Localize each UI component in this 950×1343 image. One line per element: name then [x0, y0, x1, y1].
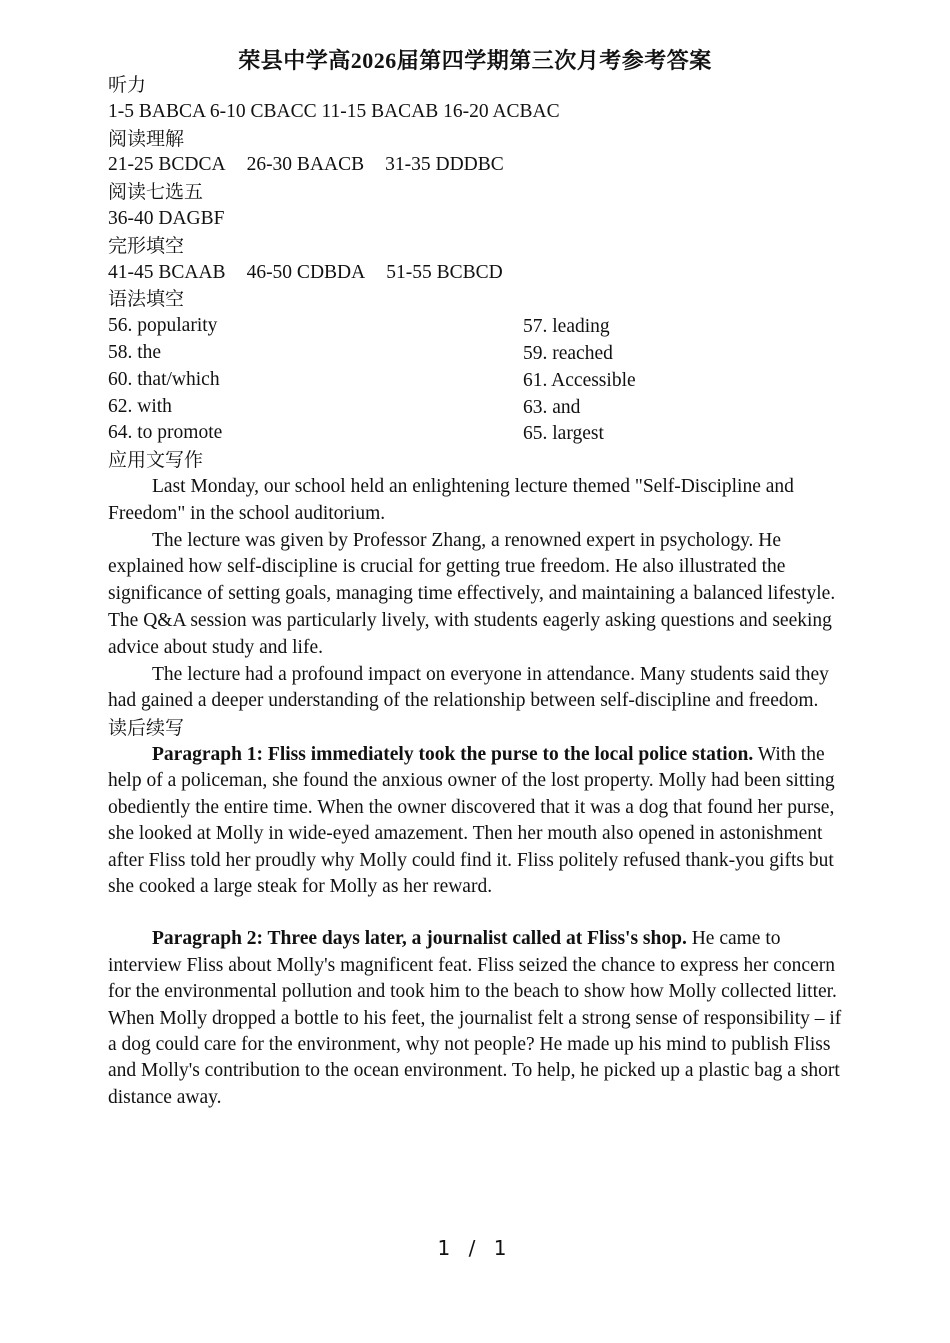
grammar-answer: 64. to promote	[108, 422, 223, 444]
paragraph-1-lead: Paragraph 1: Fliss immediately took the purse to the local police station.	[152, 743, 754, 765]
listening-answers: 1-5 BABCA 6-10 CBACC 11-15 BACAB 16-20 ACBAC	[108, 100, 560, 122]
seven-five-answers: 36-40 DAGBF	[108, 207, 225, 229]
answer-key-content	[108, 72, 843, 1111]
reading-answers	[108, 152, 843, 179]
continuation-writing-heading: 读后续写	[108, 717, 185, 740]
reading-heading: 阅读理解	[108, 127, 185, 150]
reading-group: 31-35 DDDBC	[385, 154, 504, 176]
page-title: 荣县中学高2026届第四学期第三次月考参考答案	[238, 48, 712, 73]
paragraph-1-body: With the help of a policeman, she found the anxious owner of the lost property. Molly had been sitting obediently the entire time. When the owner discovered that it was a dog that found her purse, she looked at Molly in wide-eyed amazement. Then her mouth also opened in astonishment after Fliss told her proudly why Molly could find it. Fliss politely refused thank-you gifts but she cooked a large steak for Molly as her reward.	[108, 743, 835, 897]
paragraph-2-lead: Paragraph 2: Three days later, a journalist called at Fliss's shop.	[152, 928, 687, 950]
cloze-group: 46-50 CDBDA	[246, 261, 366, 283]
grammar-heading: 语法填空	[108, 288, 185, 311]
practical-writing-heading: 应用文写作	[108, 449, 204, 472]
paragraph-2-body: He came to interview Fliss about Molly's magnificent feat. Fliss seized the chance to express her concern for the environmental pollution and took him to the beach to show how Molly collected litter. When Molly dropped a bottle to his feet, the journalist felt a strong sense of responsibility – if a dog could care for the environment, why not people? He made up his mind to publish Fliss and Molly's contribution to the ocean environment. To help, he picked up a plastic bag a short distance away.	[108, 928, 842, 1108]
seven-five-heading: 阅读七选五	[108, 181, 204, 204]
cloze-answers	[108, 260, 843, 287]
grammar-answer: 56. popularity	[108, 315, 218, 337]
cloze-group: 51-55 BCBCD	[386, 261, 503, 283]
grammar-answer: 57. leading	[523, 316, 610, 338]
grammar-answer: 60. that/which	[108, 368, 220, 390]
page-number: 1 / 1	[437, 1236, 513, 1260]
paragraph-spacer	[108, 900, 843, 926]
continuation-paragraph-1	[108, 742, 843, 900]
cloze-group: 41-45 BCAAB	[108, 261, 226, 283]
grammar-answer: 59. reached	[523, 342, 613, 364]
grammar-answer: 63. and	[523, 396, 581, 418]
grammar-answer: 61. Accessible	[523, 369, 636, 391]
listening-heading: 听力	[108, 74, 147, 96]
continuation-paragraph-2	[108, 926, 843, 1111]
reading-group: 26-30 BAACB	[246, 154, 365, 176]
practical-writing-paragraph: The lecture was given by Professor Zhang, a renowned expert in psychology. He explained how self-discipline is crucial for getting true freedom. He also illustrated the significance of setting goals, managing time effectively, and maintaining a balanced lifestyle. The Q&A session was particularly lively, with students eagerly asking questions and seeking advice about study and life.	[108, 529, 836, 658]
grammar-answer: 62. with	[108, 395, 172, 417]
reading-group: 21-25 BCDCA	[108, 154, 226, 176]
grammar-answers	[108, 313, 843, 447]
practical-writing-paragraph: The lecture had a profound impact on everyone in attendance. Many students said they had gained a deeper understanding of the relationship between self-discipline and freedom.	[108, 663, 829, 712]
grammar-answer: 65. largest	[523, 423, 604, 445]
grammar-answer: 58. the	[108, 341, 162, 363]
cloze-heading: 完形填空	[108, 234, 185, 257]
practical-writing-paragraph: Last Monday, our school held an enlightening lecture themed "Self-Discipline and Freedom" in the school auditorium.	[108, 475, 794, 524]
